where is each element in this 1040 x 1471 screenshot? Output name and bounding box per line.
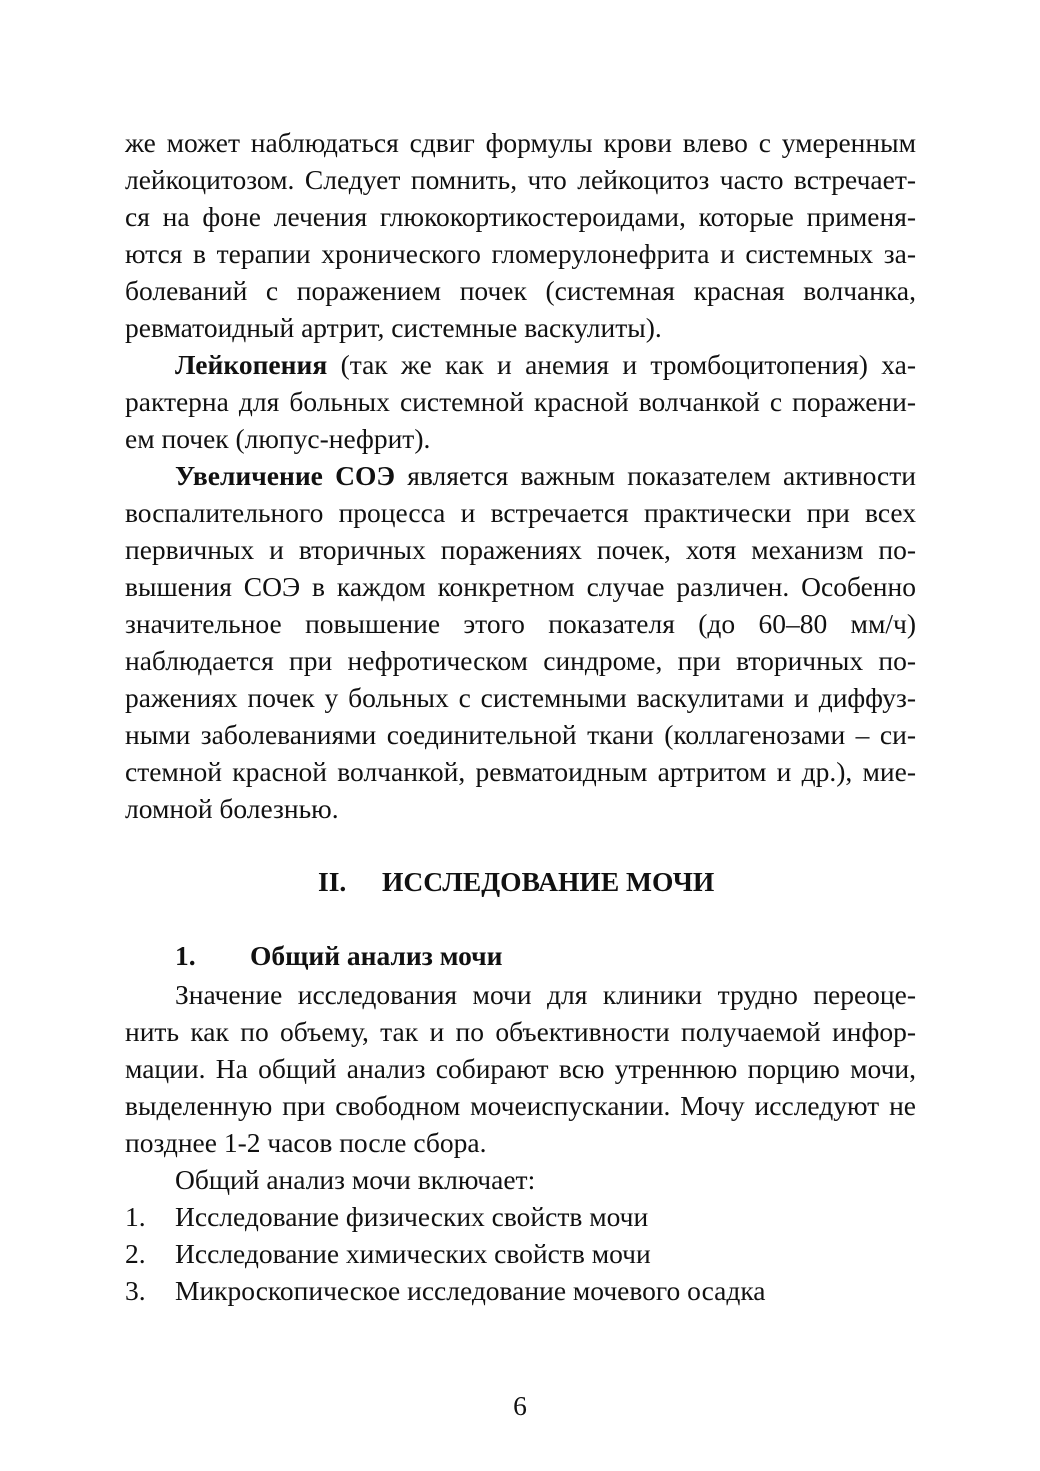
list-item-number: 1. [125,1201,146,1232]
paragraph-line: ражениях почек у больных с системными васкулитами и диффуз- [125,682,916,713]
paragraph-line: ломной болезнью. [125,793,339,824]
paragraph-line: мации. На общий анализ собирают всю утреннюю порцию мочи, [125,1053,916,1084]
list-item-text: Исследование физических свойств мочи [175,1201,649,1232]
paragraph-line: ревматоидный артрит, системные васкулиты). [125,312,662,343]
term-esr-increase: Увеличение СОЭ [175,460,396,491]
paragraph-first-line [175,462,916,490]
section-title: ИССЛЕДОВАНИЕ МОЧИ [382,866,715,897]
paragraph-line: наблюдается при нефротическом синдроме, при вторичных по- [125,645,916,676]
paragraph-line: стемной красной волчанкой, ревматоидным артритом и др.), мие- [125,756,916,787]
paragraph-line: вышения СОЭ в каждом конкретном случае различен. Особенно [125,571,916,602]
paragraph-text: является важным показателем активности [395,460,916,491]
page-number: 6 [513,1390,527,1421]
subsection-number: 1. [175,940,196,971]
paragraph-line: ными заболеваниями соединительной ткани (коллагенозами – си- [125,719,916,750]
list-item-text: Исследование химических свойств мочи [175,1238,651,1269]
paragraph-line: выделенную при свободном мочеиспускании. Мочу исследуют не [125,1090,916,1121]
section-number: II. [318,866,347,897]
paragraph-line: ем почек (люпус-нефрит). [125,423,431,454]
list-item-text: Микроскопическое исследование мочевого осадка [175,1275,766,1306]
list-intro: Общий анализ мочи включает: [175,1164,536,1195]
list-item-number: 3. [125,1275,146,1306]
paragraph-line: позднее 1-2 часов после сбора. [125,1127,487,1158]
paragraph-line: лейкоцитозом. Следует помнить, что лейкоцитоз часто встречает- [125,164,916,195]
subsection-title: Общий анализ мочи [250,940,503,971]
paragraph-line: рактерна для больных системной красной волчанкой с поражени- [125,386,916,417]
paragraph-line: воспалительного процесса и встречается практически при всех [125,497,916,528]
paragraph-line: же может наблюдаться сдвиг формулы крови влево с умеренным [125,127,916,158]
paragraph-line: нить как по объему, так и по объективности получаемой инфор- [125,1016,916,1047]
paragraph-text: (так же как и анемия и тромбоцитопения) ха- [327,349,916,380]
paragraph-line: ся на фоне лечения глюкокортикостероидами, которые применя- [125,201,916,232]
paragraph-first-line [175,351,916,379]
paragraph-line: первичных и вторичных поражениях почек, хотя механизм по- [125,534,916,565]
list-item-number: 2. [125,1238,146,1269]
paragraph-line: болеваний с поражением почек (системная красная волчанка, [125,275,916,306]
paragraph-line: значительное повышение этого показателя (до 60–80 мм/ч) [125,608,916,639]
term-leukopenia: Лейкопения [175,349,328,380]
paragraph-line: Значение исследования мочи для клиники трудно переоце- [175,979,916,1010]
paragraph-line: ются в терапии хронического гломерулонефрита и системных за- [125,238,916,269]
